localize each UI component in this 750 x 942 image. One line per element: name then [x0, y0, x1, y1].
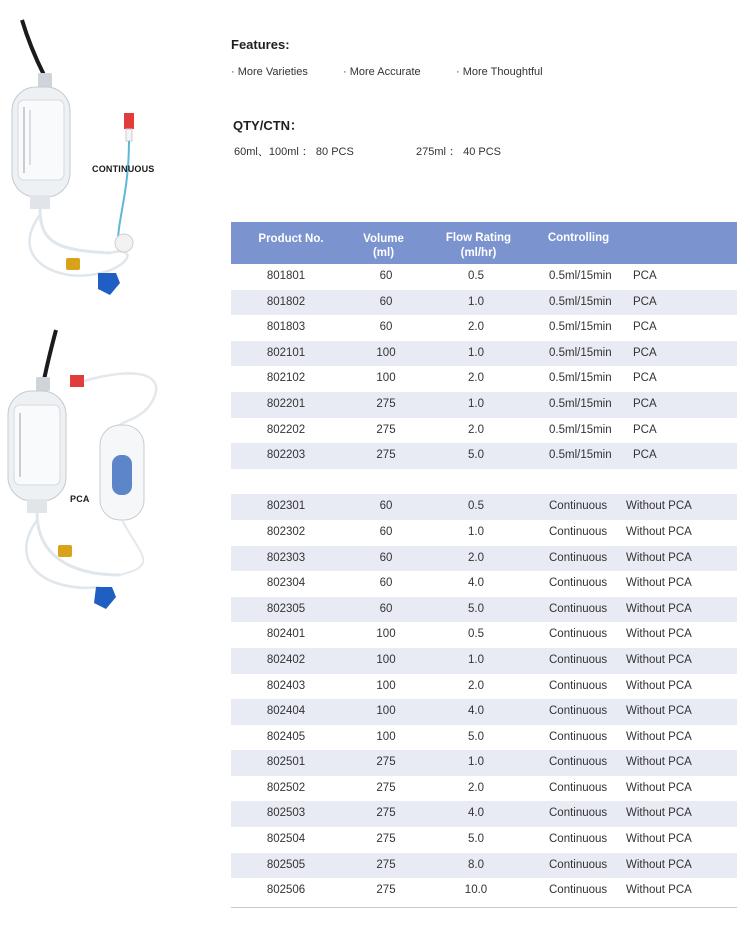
cell-flow-rating: 2.0: [468, 781, 484, 794]
table-row: [231, 827, 737, 853]
cell-mode: Without PCA: [626, 781, 692, 794]
table-row: [231, 776, 737, 802]
header-flow-rating: Flow Rating: [445, 232, 512, 244]
cell-volume: 275: [376, 858, 396, 871]
cell-flow-rating: 2.0: [468, 679, 484, 692]
cell-flow-rating: 1.0: [468, 525, 484, 538]
header-product-no: Product No.: [258, 233, 324, 245]
cell-volume: 60: [379, 321, 393, 334]
cell-mode: Without PCA: [626, 577, 692, 590]
cell-flow-rating: 1.0: [468, 397, 484, 410]
cell-volume: 275: [376, 833, 396, 846]
cell-flow-rating: 5.0: [468, 449, 484, 462]
section-gap: [231, 469, 737, 495]
cell-flow-rating: 1.0: [468, 653, 484, 666]
cell-volume: 275: [376, 756, 396, 769]
feature-item: · More Accurate: [343, 66, 421, 78]
table-header: [231, 222, 737, 264]
table-row: [231, 418, 737, 444]
qty-large-volume: 275ml ： 40 PCS: [416, 146, 501, 158]
cell-controlling: Continuous: [549, 577, 608, 590]
cell-flow-rating: 5.0: [468, 602, 484, 615]
cell-volume: 60: [379, 270, 393, 282]
cell-product-no: 802303: [266, 551, 306, 564]
cell-volume: 100: [376, 730, 396, 743]
cell-product-no: 802504: [266, 833, 306, 846]
table-row: [231, 366, 737, 392]
cell-controlling: Continuous: [549, 730, 608, 743]
cell-product-no: 802203: [266, 449, 306, 462]
pca-pump-image: [0, 325, 215, 625]
cell-product-no: 802405: [266, 730, 306, 743]
cell-product-no: 802403: [266, 679, 306, 692]
cell-flow-rating: 5.0: [468, 833, 484, 846]
cell-product-no: 802401: [266, 628, 306, 641]
table-row: [231, 520, 737, 546]
table-row: [231, 392, 737, 418]
continuous-pump-illustration: [0, 15, 215, 305]
cell-volume: 275: [376, 884, 396, 897]
cell-volume: 60: [379, 577, 393, 590]
cell-product-no: 802404: [266, 705, 306, 718]
cell-mode: Without PCA: [626, 705, 692, 718]
cell-flow-rating: 10.0: [464, 884, 488, 897]
cell-flow-rating: 1.0: [468, 346, 484, 359]
cell-volume: 275: [376, 781, 396, 794]
cell-product-no: 802402: [266, 653, 306, 666]
cell-mode: PCA: [633, 295, 657, 308]
table-row: [231, 699, 737, 725]
cell-controlling: Continuous: [549, 628, 608, 641]
features-title: Features:: [231, 37, 290, 52]
cell-mode: PCA: [633, 397, 657, 410]
cell-controlling: Continuous: [549, 551, 608, 564]
cell-product-no: 802305: [266, 602, 306, 615]
cell-flow-rating: 2.0: [468, 551, 484, 564]
cell-controlling: 0.5ml/15min: [549, 321, 612, 334]
table-row: [231, 648, 737, 674]
cell-controlling: Continuous: [549, 525, 608, 538]
cell-volume: 100: [376, 705, 396, 718]
cell-product-no: 802102: [266, 372, 306, 385]
table-row: [231, 622, 737, 648]
continuous-pump-image: [0, 15, 215, 305]
cell-mode: Without PCA: [626, 858, 692, 871]
header-flow-unit: (ml/hr): [460, 247, 497, 259]
cell-volume: 100: [376, 628, 396, 641]
cell-mode: Without PCA: [626, 807, 692, 820]
cell-flow-rating: 2.0: [468, 321, 484, 334]
table-row: [231, 801, 737, 827]
cell-mode: PCA: [633, 270, 657, 282]
cell-volume: 275: [376, 397, 396, 410]
cell-mode: Without PCA: [626, 551, 692, 564]
cell-flow-rating: 2.0: [468, 372, 484, 385]
cell-controlling: 0.5ml/15min: [549, 270, 612, 282]
table-row: [231, 290, 737, 316]
cell-product-no: 802101: [266, 346, 306, 359]
pca-pump-illustration: [0, 325, 215, 625]
cell-product-no: 802304: [266, 577, 306, 590]
table-row: [231, 264, 737, 290]
cell-mode: PCA: [633, 346, 657, 359]
cell-volume: 60: [379, 500, 393, 513]
cell-volume: 100: [376, 372, 396, 385]
table-row: [231, 341, 737, 367]
cell-controlling: 0.5ml/15min: [549, 372, 612, 385]
cell-product-no: 801802: [266, 295, 306, 308]
cell-mode: Without PCA: [626, 500, 692, 513]
cell-controlling: Continuous: [549, 858, 608, 871]
cell-flow-rating: 0.5: [468, 628, 484, 641]
cell-flow-rating: 8.0: [468, 858, 484, 871]
cell-volume: 100: [376, 653, 396, 666]
pca-label: PCA: [70, 494, 90, 504]
cell-mode: Without PCA: [626, 756, 692, 769]
cell-flow-rating: 5.0: [468, 730, 484, 743]
cell-controlling: Continuous: [549, 653, 608, 666]
table-row: [231, 853, 737, 879]
cell-volume: 100: [376, 679, 396, 692]
cell-mode: Without PCA: [626, 833, 692, 846]
cell-flow-rating: 0.5: [468, 270, 484, 282]
cell-controlling: Continuous: [549, 756, 608, 769]
table-row: [231, 725, 737, 751]
cell-flow-rating: 4.0: [468, 577, 484, 590]
cell-volume: 60: [379, 525, 393, 538]
cell-product-no: 802302: [266, 525, 306, 538]
cell-controlling: Continuous: [549, 602, 608, 615]
table-row: [231, 315, 737, 341]
continuous-label: CONTINUOUS: [92, 164, 155, 174]
table-row: [231, 571, 737, 597]
table-row: [231, 597, 737, 623]
cell-product-no: 802503: [266, 807, 306, 820]
cell-volume: 100: [376, 346, 396, 359]
cell-controlling: Continuous: [549, 884, 608, 897]
cell-flow-rating: 4.0: [468, 705, 484, 718]
continuous-rows: [231, 494, 737, 904]
cell-product-no: 801801: [266, 270, 306, 282]
cell-controlling: 0.5ml/15min: [549, 449, 612, 462]
cell-product-no: 802201: [266, 397, 306, 410]
pca-rows: [231, 264, 737, 469]
table-row: [231, 674, 737, 700]
cell-mode: PCA: [633, 423, 657, 436]
cell-product-no: 802505: [266, 858, 306, 871]
cell-mode: PCA: [633, 449, 657, 462]
table-row: [231, 546, 737, 572]
cell-product-no: 802506: [266, 884, 306, 897]
cell-mode: Without PCA: [626, 628, 692, 641]
feature-item: · More Thoughtful: [456, 66, 543, 78]
cell-volume: 60: [379, 295, 393, 308]
table-row: [231, 443, 737, 469]
cell-mode: PCA: [633, 372, 657, 385]
cell-flow-rating: 0.5: [468, 500, 484, 513]
cell-controlling: 0.5ml/15min: [549, 423, 612, 436]
cell-mode: PCA: [633, 321, 657, 334]
cell-flow-rating: 2.0: [468, 423, 484, 436]
header-volume: Volume: [363, 233, 404, 245]
table-row: [231, 494, 737, 520]
cell-product-no: 802502: [266, 781, 306, 794]
cell-controlling: 0.5ml/15min: [549, 295, 612, 308]
cell-product-no: 801803: [266, 321, 306, 334]
cell-mode: Without PCA: [626, 525, 692, 538]
cell-mode: Without PCA: [626, 884, 692, 897]
cell-controlling: Continuous: [549, 781, 608, 794]
cell-controlling: Continuous: [549, 807, 608, 820]
cell-flow-rating: 4.0: [468, 807, 484, 820]
cell-controlling: Continuous: [549, 679, 608, 692]
cell-volume: 275: [376, 807, 396, 820]
cell-volume: 275: [376, 423, 396, 436]
cell-product-no: 802501: [266, 756, 306, 769]
header-controlling: Controlling: [547, 232, 610, 244]
table-row: [231, 750, 737, 776]
qty-title: QTY/CTN：: [233, 118, 304, 133]
feature-item: · More Varieties: [231, 66, 308, 78]
cell-controlling: 0.5ml/15min: [549, 346, 612, 359]
header-volume-unit: (ml): [372, 247, 395, 259]
cell-volume: 60: [379, 602, 393, 615]
cell-mode: Without PCA: [626, 653, 692, 666]
cell-mode: Without PCA: [626, 730, 692, 743]
cell-volume: 275: [376, 449, 396, 462]
cell-controlling: 0.5ml/15min: [549, 397, 612, 410]
product-spec-table: [231, 222, 737, 908]
qty-small-volume: 60ml、100ml ： 80 PCS: [234, 146, 354, 158]
cell-product-no: 802301: [266, 500, 306, 513]
cell-mode: Without PCA: [626, 602, 692, 615]
cell-controlling: Continuous: [549, 500, 608, 513]
cell-mode: Without PCA: [626, 679, 692, 692]
cell-controlling: Continuous: [549, 833, 608, 846]
cell-flow-rating: 1.0: [468, 756, 484, 769]
cell-product-no: 802202: [266, 423, 306, 436]
table-bottom-rule: [231, 907, 737, 908]
cell-volume: 60: [379, 551, 393, 564]
cell-controlling: Continuous: [549, 705, 608, 718]
cell-flow-rating: 1.0: [468, 295, 484, 308]
table-row: [231, 878, 737, 904]
